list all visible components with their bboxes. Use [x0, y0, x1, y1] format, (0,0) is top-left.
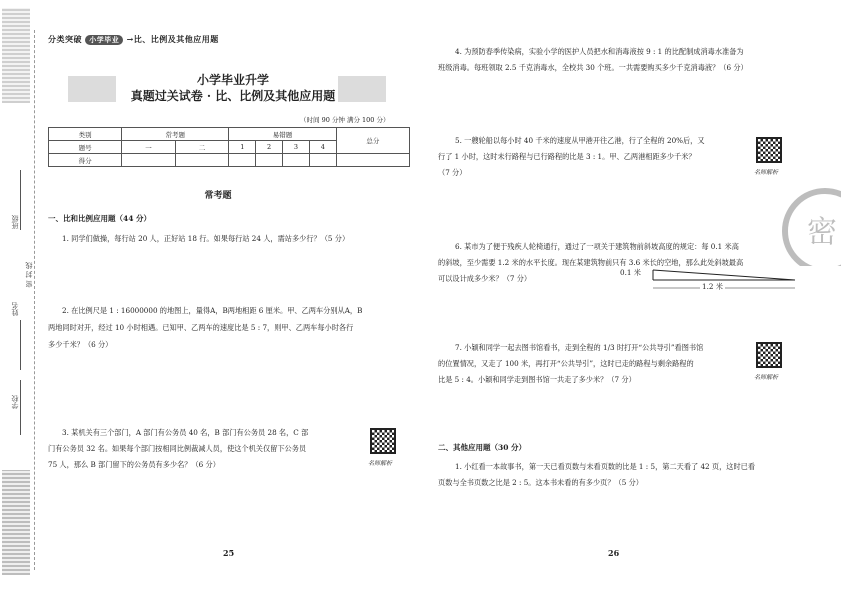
question-6-line-3: 可以设计成多少米？（7 分） — [438, 274, 532, 283]
question-7-line-1: 7. 小颖和同学一起去图书馆看书，走到全程的 1/3 时打开“公共导引”看图书馆 — [455, 343, 704, 352]
table-cell: 类别 — [49, 128, 122, 141]
question-7-line-2: 的位置情况，又走了 100 米，再打开“公共导引”，这时已走的路程与剩余路程的 — [438, 359, 694, 368]
title-block — [48, 63, 418, 109]
qr-caption: 名师解析 — [368, 460, 393, 467]
section-heading: 常考题 — [204, 191, 232, 201]
confidential-stamp — [775, 176, 841, 266]
class-line — [20, 170, 21, 230]
breadcrumb-suffix: →比、比例及其他应用题 — [126, 34, 219, 44]
question-1: 1. 同学们做操，每行站 20 人，正好站 18 行。如果每行站 24 人，需站多少行？（5 分） — [62, 234, 350, 243]
question-6-line-1: 6. 某市为了便于残疾人轮椅通行，通过了一项关于建筑物前斜坡高度的规定：每 0.1 米高 — [455, 242, 739, 251]
table-cell: 得分 — [49, 154, 122, 167]
table-row — [49, 154, 410, 167]
question-5-line-2: 行了 1 小时，这时未行路程与已行路程的比是 3 : 1。甲、乙两港相距多少千米？ — [438, 152, 696, 161]
table-cell: 1 — [229, 141, 256, 154]
binding-strip — [0, 0, 38, 595]
school-label: 学校 — [11, 395, 19, 409]
name-label: 姓名 — [11, 302, 19, 316]
exam-title-sub: 真题过关试卷 · 比、比例及其他应用题 — [130, 89, 336, 103]
section-2-title: 二、其他应用题（30 分） — [438, 443, 527, 452]
page-number-right: 26 — [608, 548, 620, 558]
slope-diagram — [645, 268, 805, 296]
exam-meta: （时间 90 分钟 满分 100 分） — [300, 116, 390, 124]
question-5-line-3: （7 分） — [438, 168, 467, 177]
right-page — [420, 0, 840, 595]
slope-length-label: 1.2 米 — [702, 282, 723, 291]
question-4-line-2: 班级消毒。每班领取 2.5 千克消毒水，全校共 30 个班。一共需要购买多少千克消毒液？（6 分） — [438, 63, 748, 72]
qr-code-icon[interactable] — [756, 342, 782, 368]
page-number-left: 25 — [223, 548, 235, 558]
left-page — [0, 0, 420, 595]
qr-code-icon[interactable] — [756, 137, 782, 163]
breadcrumb — [48, 34, 219, 45]
qr-code-icon[interactable] — [370, 428, 396, 454]
question-6-line-2: 的斜坡，至少需要 1.2 米的水平长度。现在某建筑物前只有 3.6 米长的空地，那么此处斜坡最高 — [438, 258, 744, 267]
table-cell: 题号 — [49, 141, 122, 154]
question-4-line-1: 4. 为预防春季传染病，实验小学的医护人员把水和消毒液按 9 : 1 的比配制成消毒水准备为 — [455, 47, 744, 56]
table-cell: 3 — [283, 141, 310, 154]
table-cell: 二 — [175, 141, 229, 154]
breadcrumb-badge: 小学毕业 — [85, 35, 123, 45]
slope-height-label: 0.1 米 — [620, 268, 641, 277]
question-2-line-2: 两地同时对开，经过 10 小时相遇。已知甲、乙两车的速度比是 5 : 7，则甲、乙两车每小时各行 — [48, 323, 354, 332]
question-3-line-3: 75 人，那么 B 部门留下的公务员有多少名？（6 分） — [48, 460, 220, 469]
exam-title-main: 小学毕业升学 — [196, 73, 269, 87]
table-cell — [309, 154, 336, 167]
table-cell: 2 — [256, 141, 283, 154]
table-cell — [336, 154, 409, 167]
qr-caption: 名师解析 — [754, 374, 779, 381]
question-8-line-2: 页数与全书页数之比是 2 : 5。这本书未看的有多少页？（5 分） — [438, 478, 643, 487]
score-table — [48, 127, 410, 167]
breadcrumb-prefix: 分类突破 — [48, 34, 82, 44]
binding-texture-top — [2, 8, 30, 103]
stamp-text: 密 — [807, 215, 837, 250]
binding-texture-bottom — [2, 470, 30, 575]
question-2-line-3: 多少千米？（6 分） — [48, 340, 113, 349]
table-cell: 一 — [122, 141, 176, 154]
table-cell: 常考题 — [122, 128, 229, 141]
question-3-line-2: 门有公务员 32 名。如果每个部门按相同比例裁减人员，使这个机关仅留下公务员 — [48, 444, 307, 453]
table-cell — [122, 154, 176, 167]
question-2-line-1: 2. 在比例尺是 1 : 16000000 的地图上，量得A，B两地相距 6 厘米。甲、乙两车分别从A，B — [62, 306, 363, 315]
question-3-line-1: 3. 某机关有三个部门，A 部门有公务员 40 名，B 部门有公务员 28 名，C 部 — [62, 428, 309, 437]
table-cell — [229, 154, 256, 167]
name-line — [20, 320, 21, 370]
cut-line — [34, 30, 35, 570]
section-1-title: 一、比和比例应用题（44 分） — [48, 214, 152, 223]
table-cell: 总分 — [336, 128, 409, 154]
table-cell — [175, 154, 229, 167]
table-cell: 4 — [309, 141, 336, 154]
school-line — [20, 380, 21, 435]
class-label: 班级 — [11, 215, 19, 229]
table-row — [49, 128, 410, 141]
table-cell — [283, 154, 310, 167]
question-7-line-3: 比是 5 : 4。小颖和同学走到图书馆一共走了多少米？（7 分） — [438, 375, 636, 384]
question-8-line-1: 1. 小红看一本故事书，第一天已看页数与未看页数的比是 1 : 5，第二天看了 42 页，这时已看 — [455, 462, 756, 471]
table-cell: 易错题 — [229, 128, 336, 141]
qr-caption: 名师解析 — [754, 169, 779, 176]
table-cell — [256, 154, 283, 167]
seal-line-label: 密 封 线 — [25, 262, 33, 288]
question-5-line-1: 5. 一艘轮船以每小时 40 千米的速度从甲港开往乙港，行了全程的 20%后，又 — [455, 136, 705, 145]
